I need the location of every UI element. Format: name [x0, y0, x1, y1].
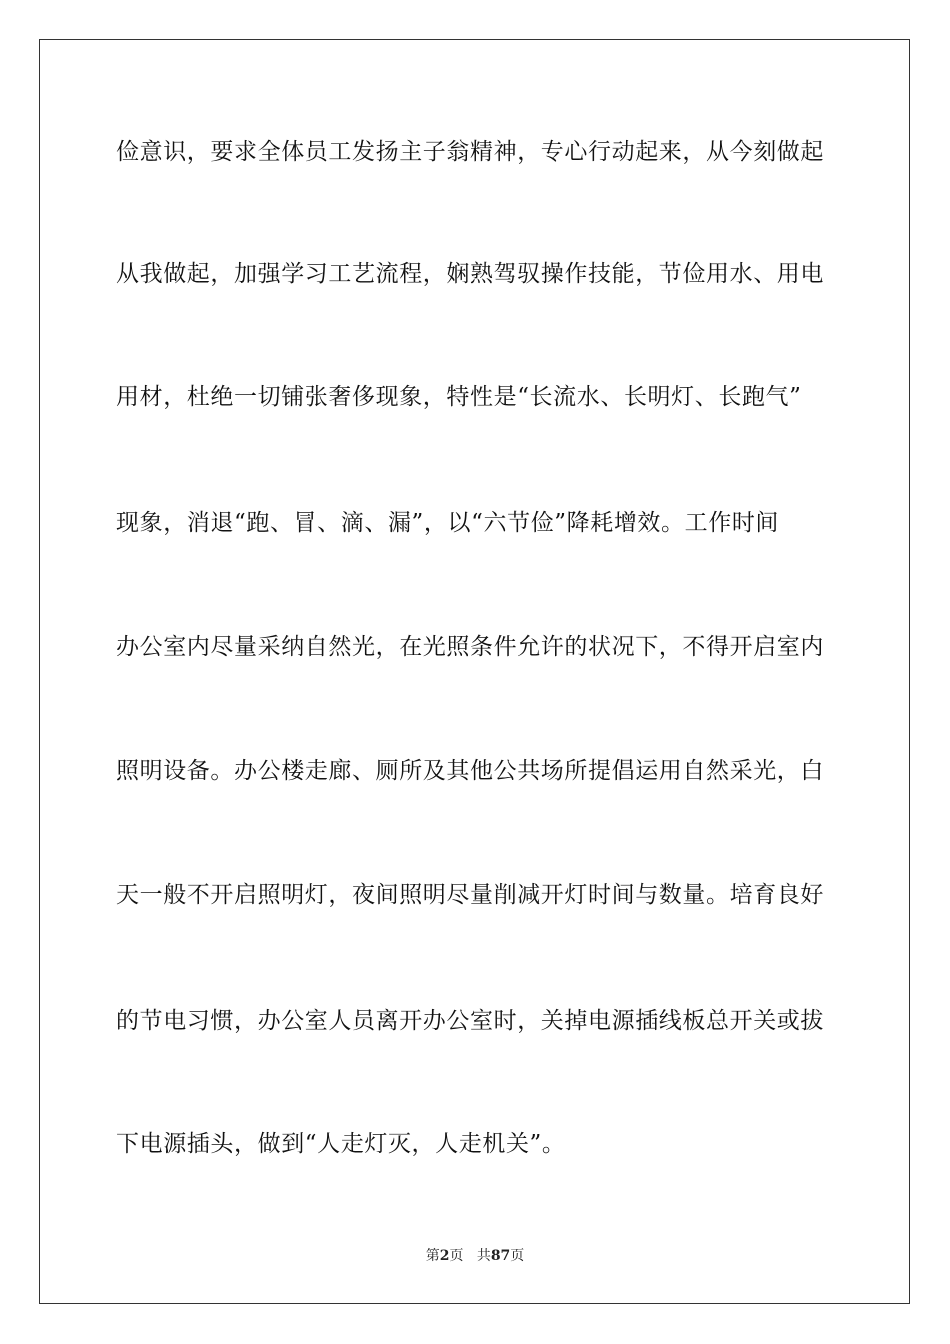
page-prefix: 第 [425, 1248, 440, 1264]
body-line-3: 用材，杜绝一切铺张奢侈现象，特性是“长流水、长明灯、长跑气” [116, 384, 802, 410]
body-line-4: 现象，消退“跑、冒、滴、漏”，以“六节俭”降耗增效。工作时间 [116, 510, 780, 536]
page-suffix: 页 [449, 1248, 464, 1264]
body-line-7: 天一般不开启照明灯，夜间照明尽量削减开灯时间与数量。培育良好 [116, 882, 824, 908]
body-line-6: 照明设备。办公楼走廊、厕所及其他公共场所提倡运用自然采光，白 [116, 758, 824, 784]
page-footer [0, 1247, 950, 1265]
body-line-8: 的节电习惯，办公室人员离开办公室时，关掉电源插线板总开关或拔 [116, 1008, 824, 1034]
page-number: 2 [439, 1248, 450, 1264]
body-line-1: 俭意识，要求全体员工发扬主子翁精神，专心行动起来，从今刻做起 [116, 139, 824, 165]
page-frame [39, 39, 910, 1304]
total-prefix: 共 [476, 1248, 491, 1264]
total-pages: 87 [490, 1248, 511, 1264]
total-suffix: 页 [510, 1248, 525, 1264]
body-line-9: 下电源插头，做到“人走灯灭，人走机关”。 [116, 1131, 566, 1157]
body-line-2: 从我做起，加强学习工艺流程，娴熟驾驭操作技能，节俭用水、用电 [116, 261, 824, 287]
body-line-5: 办公室内尽量采纳自然光，在光照条件允许的状况下，不得开启室内 [116, 634, 824, 660]
